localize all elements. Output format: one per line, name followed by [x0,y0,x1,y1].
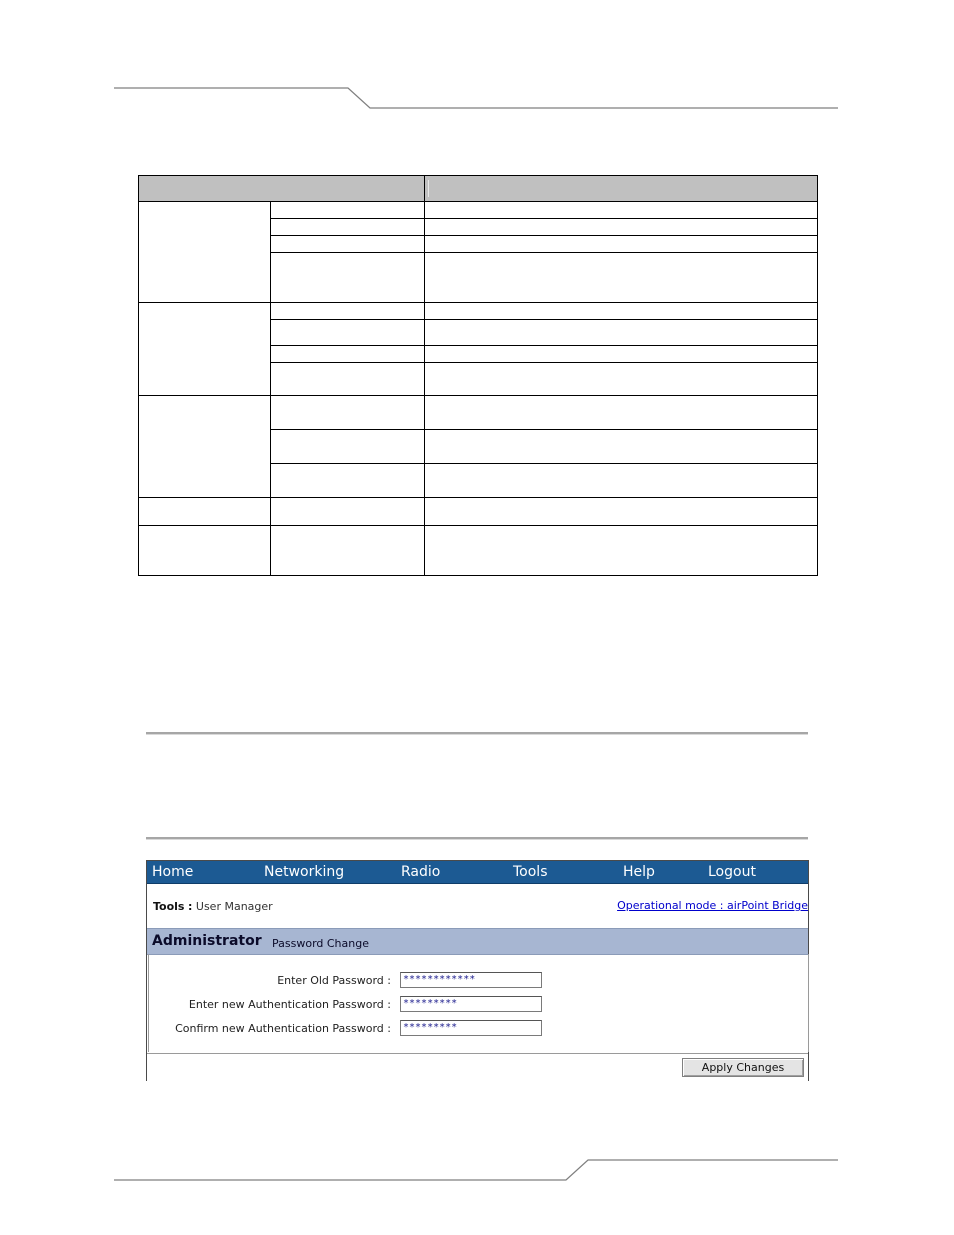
table-cell [425,526,818,576]
confirm-password-label: Confirm new Authentication Password : [175,1022,391,1035]
table-cell [425,320,818,346]
table-cell [271,303,425,320]
table-cell [271,202,425,219]
section-title: Administrator [152,933,262,949]
nav-help[interactable]: Help [623,864,655,880]
table-row [139,526,818,576]
table-cell [139,202,271,303]
table-cell [271,363,425,396]
table-cell [139,303,271,396]
nav-radio[interactable]: Radio [401,864,441,880]
form-footer [147,1053,808,1081]
section-header [147,928,808,955]
table-header-cell [139,176,425,202]
table-header-row [139,176,818,202]
table-row [139,396,818,430]
nav-logout[interactable]: Logout [708,864,756,880]
password-form [148,954,809,1052]
table-row [139,202,818,219]
breadcrumb-page: User Manager [195,900,273,913]
nav-networking[interactable]: Networking [264,864,345,880]
table-cell [139,498,271,526]
table-cell [271,320,425,346]
table-cell [425,219,818,236]
section-subtitle: Password Change [272,937,369,950]
table-cell [425,236,818,253]
breadcrumb [153,900,273,913]
new-password-label: Enter new Authentication Password : [188,998,391,1011]
apply-changes-button[interactable]: Apply Changes [682,1058,804,1077]
table-cell [271,219,425,236]
nav-home[interactable]: Home [152,864,194,880]
table-row [139,498,818,526]
table-cell [425,253,818,303]
table-cell [425,430,818,464]
table-row [139,303,818,320]
note-rule-top [146,732,808,735]
operational-mode-link[interactable]: Operational mode : airPoint Bridge [617,899,808,912]
table-cell [425,498,818,526]
parameter-table [138,175,818,576]
footer-line [114,1160,838,1180]
header-line [114,88,838,108]
table-cell [425,396,818,430]
old-password-input[interactable]: ************ [400,972,542,988]
web-ui-screenshot [146,860,809,1081]
table-cell [271,236,425,253]
note-rule-bottom [146,837,808,840]
table-cell [425,202,818,219]
nav-bar [147,861,808,884]
table-cell [425,464,818,498]
table-cell [271,430,425,464]
table-cell [425,346,818,363]
table-cell [139,396,271,498]
table-cell [271,253,425,303]
old-password-label: Enter Old Password : [277,974,391,987]
table-cell [425,303,818,320]
table-cell [139,526,271,576]
breadcrumb-separator: : [187,900,193,913]
table-cell [271,526,425,576]
table-header-cell [425,176,818,202]
breadcrumb-section: Tools [153,900,185,913]
new-password-input[interactable]: ********* [400,996,542,1012]
confirm-password-input[interactable]: ********* [400,1020,542,1036]
table-cell [271,464,425,498]
table-cell [271,346,425,363]
table-cell [271,498,425,526]
nav-tools[interactable]: Tools [513,864,548,880]
table-cell [425,363,818,396]
table-cell [271,396,425,430]
